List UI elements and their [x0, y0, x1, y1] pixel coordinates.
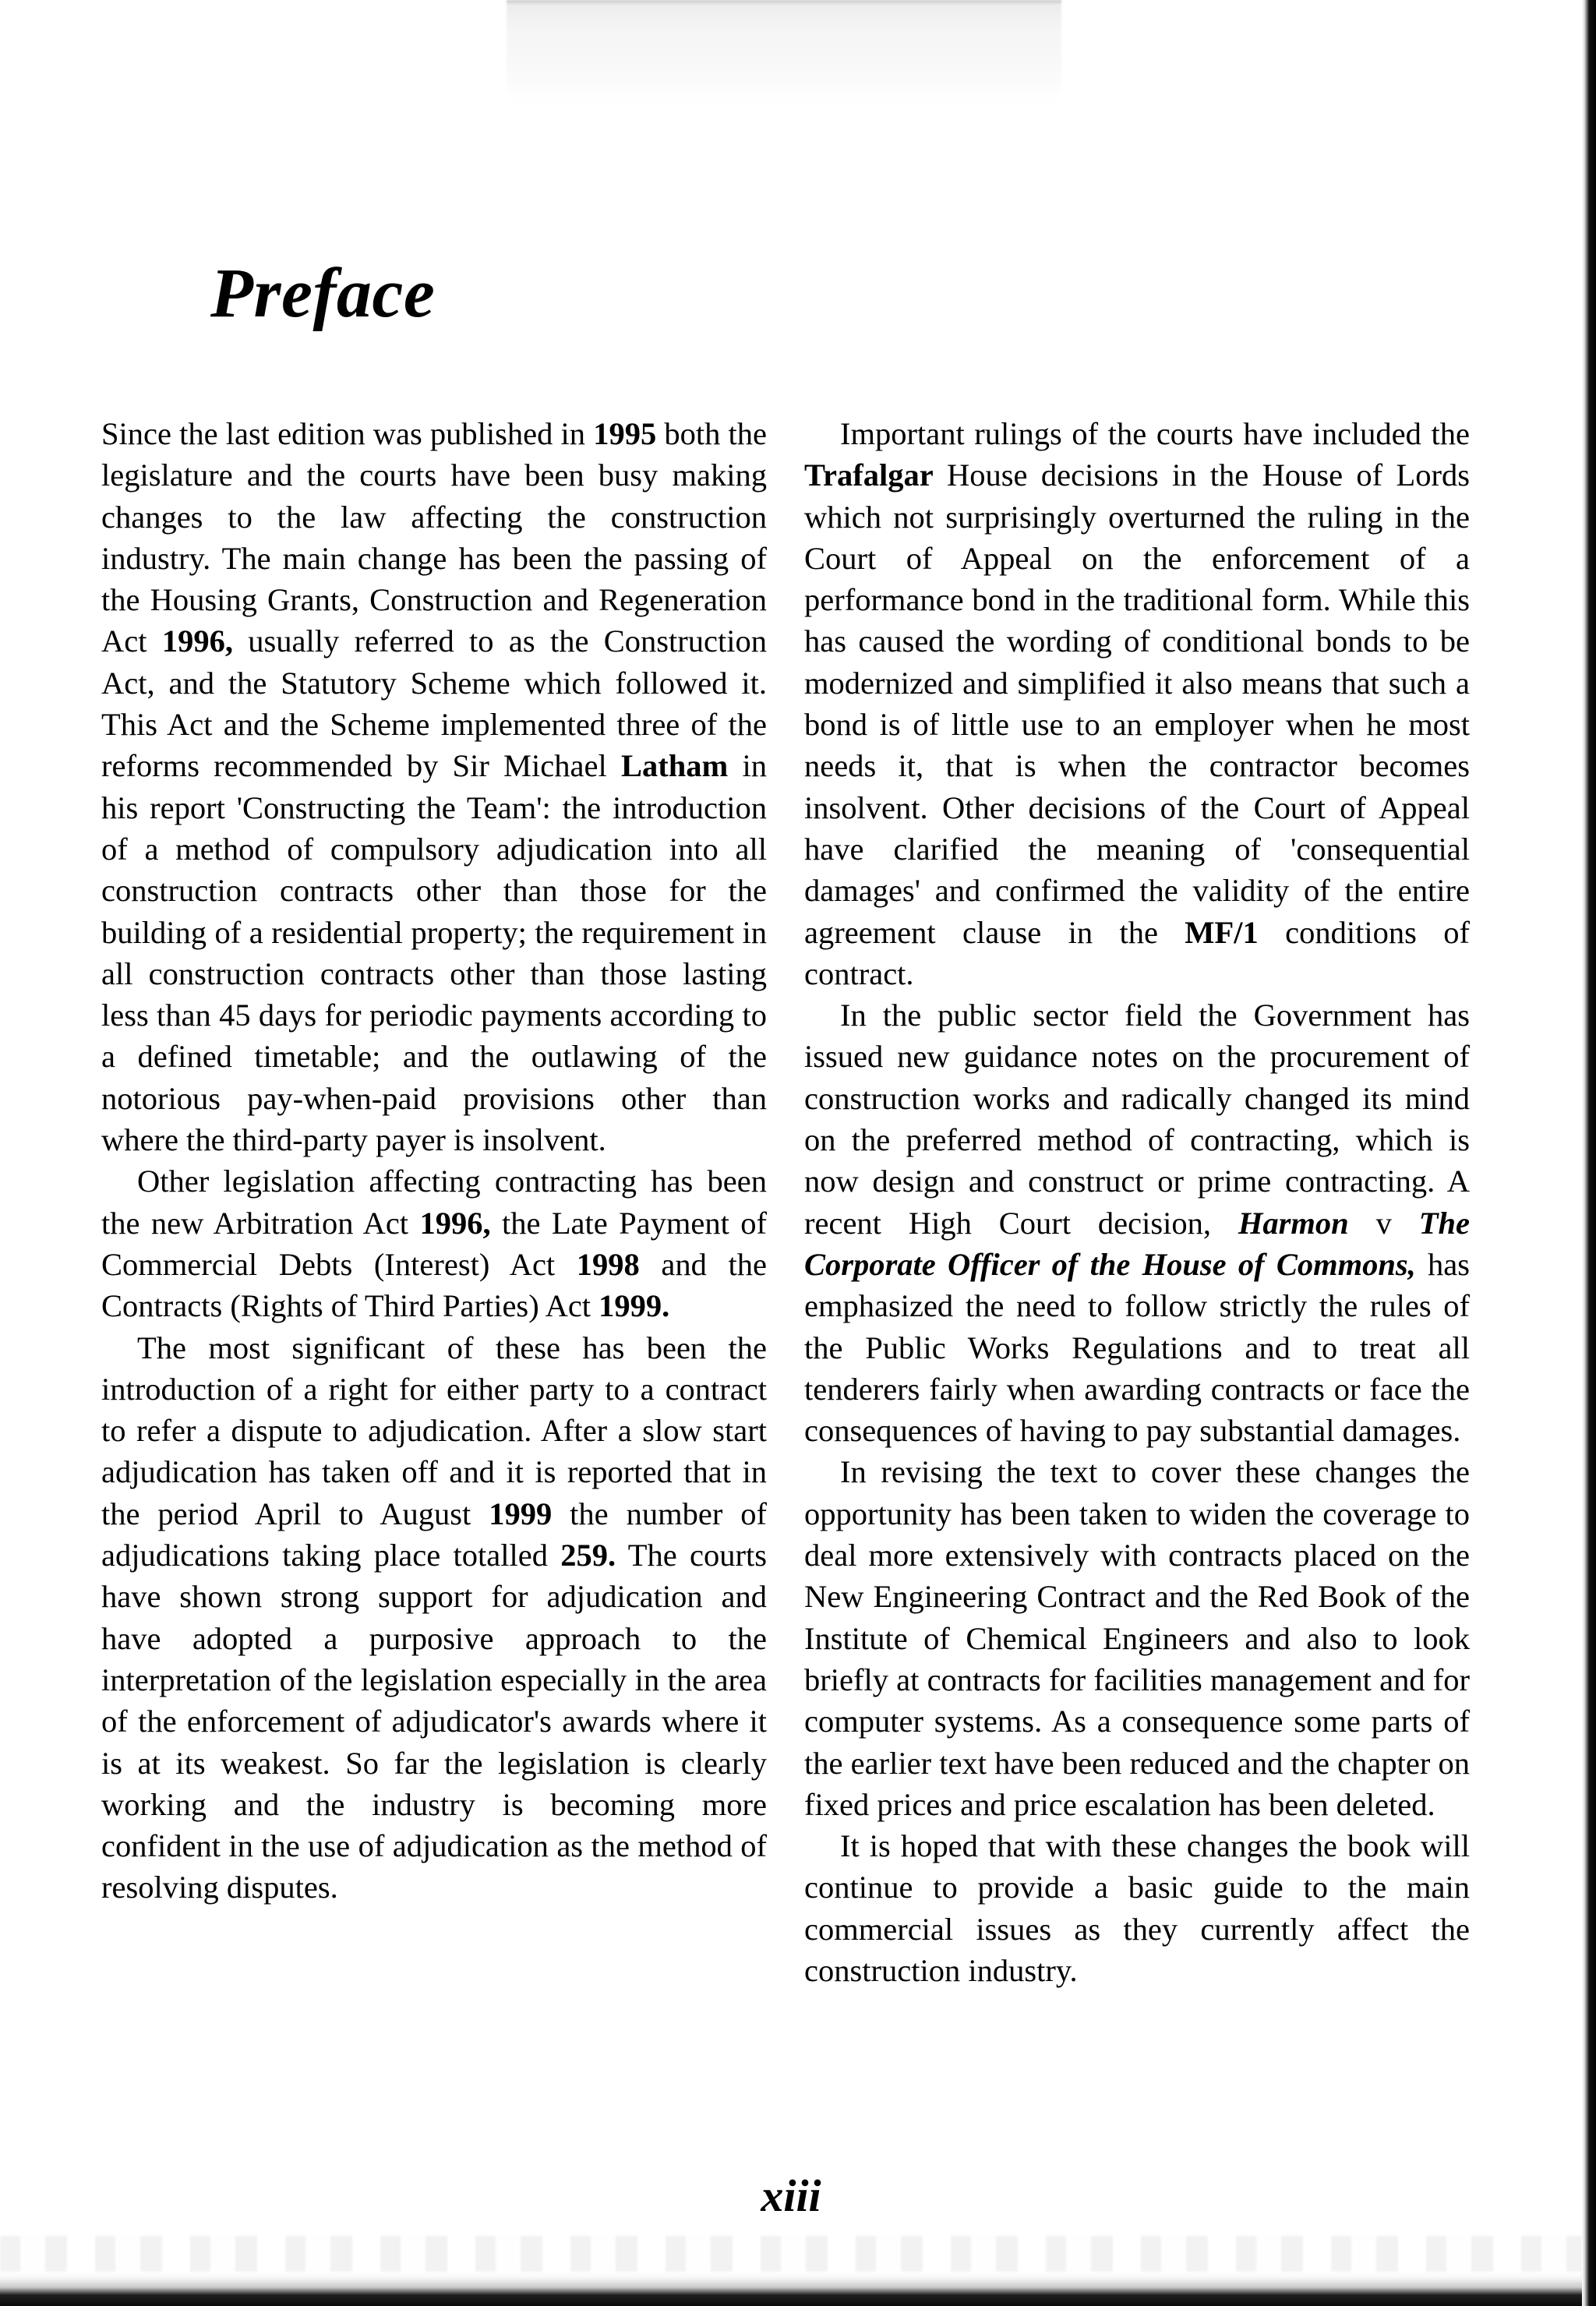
- emphasis-bold: 1998: [576, 1246, 640, 1282]
- text-run: Other legislation affecting contracting has been the new Arbitration Act: [101, 1164, 767, 1241]
- text-run: It is hoped that with these changes the book will continue to provide a basic guide to the main commercial issues as they currently affect the construction industry.: [804, 1828, 1470, 1988]
- text-run: usually referred to as the Construction Act, and the Statutory Scheme which followed it. This Act and the Scheme implemented three of the reforms recommended by Sir Michael: [101, 623, 767, 784]
- body-paragraph: [101, 1327, 767, 1909]
- emphasis-bold: MF/1: [1185, 914, 1259, 950]
- body-paragraph: [804, 413, 1470, 994]
- emphasis-bold: 259.: [560, 1538, 616, 1573]
- text-run: the number of adjudications taking place totalled: [101, 1496, 767, 1573]
- body-paragraph: [804, 1451, 1470, 1825]
- text-run: v: [1348, 1205, 1419, 1241]
- text-run: The courts have shown strong support for adjudication and have adopted a purposive approach to the interpretation of the legislation especially in the area of the enforcement of adjudicator's awards where it is at its weakest. So far the legislation is clearly working and the industry is becoming more confident in the use of adjudication as the method of resolving disputes.: [101, 1538, 767, 1905]
- text-run: has emphasized the need to follow strictly the rules of the Public Works Regulations and to treat all tenderers fairly when awarding contracts or face the consequences of having to pay substantial damages.: [804, 1246, 1470, 1449]
- text-run: Since the last edition was published in: [101, 416, 594, 451]
- case-citation: Harmon: [1238, 1205, 1349, 1241]
- left-text-column: [101, 413, 767, 1991]
- body-paragraph: [804, 1825, 1470, 1991]
- body-paragraph: [101, 413, 767, 1160]
- emphasis-bold: 1999: [489, 1496, 553, 1531]
- scan-bottom-edge-artifact: [0, 2272, 1582, 2306]
- scan-bottom-mottle-artifact: [0, 2236, 1582, 2272]
- two-column-body: [101, 413, 1470, 1991]
- text-run: In revising the text to cover these changes the opportunity has been taken to widen the coverage to deal more extensively with contracts placed on the New Engineering Contract and the Red Book of the Institute of Chemical Engineers and also to look briefly at contracts for facilities management and for computer systems. As a consequence some parts of the earlier text have been reduced and the chapter on fixed prices and price escalation has been deleted.: [804, 1454, 1470, 1822]
- scan-smudge-artifact: [507, 0, 1061, 101]
- text-run: in his report 'Constructing the Team': the introduction of a method of compulsory adjudication into all construction contracts other than those for the building of a residential property; the requirement in all construction contracts other than those lasting less than 45 days for periodic payments according to a defined timetable; and the outlawing of the notorious pay-when-paid provisions other than where the third-party payer is insolvent.: [101, 748, 767, 1158]
- emphasis-bold: Latham: [620, 748, 729, 784]
- emphasis-bold: 1996,: [419, 1205, 491, 1241]
- body-paragraph: [804, 994, 1470, 1451]
- scan-gutter-artifact: [1582, 0, 1596, 2306]
- page-title: Preface: [210, 255, 436, 333]
- text-run: The most significant of these has been the introduction of a right for either party to a contract to refer a dispute to adjudication. After a slow start adjudication has taken off and it is reported that in the period April to August: [101, 1330, 767, 1531]
- text-run: the Late Payment of Commercial Debts (Interest) Act: [101, 1205, 767, 1282]
- text-run: House decisions in the House of Lords which not surprisingly overturned the ruling in the Court of Appeal on the enforcement of a performance bond in the traditional form. While this has caused the wording of conditional bonds to be modernized and simplified it also means that such a bond is of little use to an employer when he most needs it, that is when the contractor becomes insolvent. Other decisions of the Court of Appeal have clarified the meaning of 'consequential damages' and confirmed the validity of the entire agreement clause in the: [804, 457, 1470, 950]
- emphasis-bold: 1999.: [598, 1288, 670, 1324]
- emphasis-bold: 1996,: [161, 623, 233, 659]
- case-citation: The Corporate Officer of the House of Commons,: [804, 1205, 1470, 1282]
- right-text-column: [804, 413, 1470, 1991]
- body-paragraph: [101, 1160, 767, 1326]
- emphasis-bold: 1995: [593, 416, 657, 451]
- text-run: conditions of contract.: [804, 914, 1470, 991]
- text-run: both the legislature and the courts have been busy making changes to the law affecting the construction industry. The main change has been the passing of the Housing Grants, Construction and Regeneration Act: [101, 416, 767, 659]
- emphasis-bold: Trafalgar: [804, 457, 934, 493]
- text-run: In the public sector field the Government has issued new guidance notes on the procurement of construction works and radically changed its mind on the preferred method of contracting, which is now design and construct or prime contracting. A recent High Court decision,: [804, 998, 1470, 1241]
- text-run: and the Contracts (Rights of Third Parties) Act: [101, 1246, 767, 1324]
- text-run: Important rulings of the courts have included the: [840, 416, 1470, 451]
- page-number: xiii: [761, 2170, 821, 2221]
